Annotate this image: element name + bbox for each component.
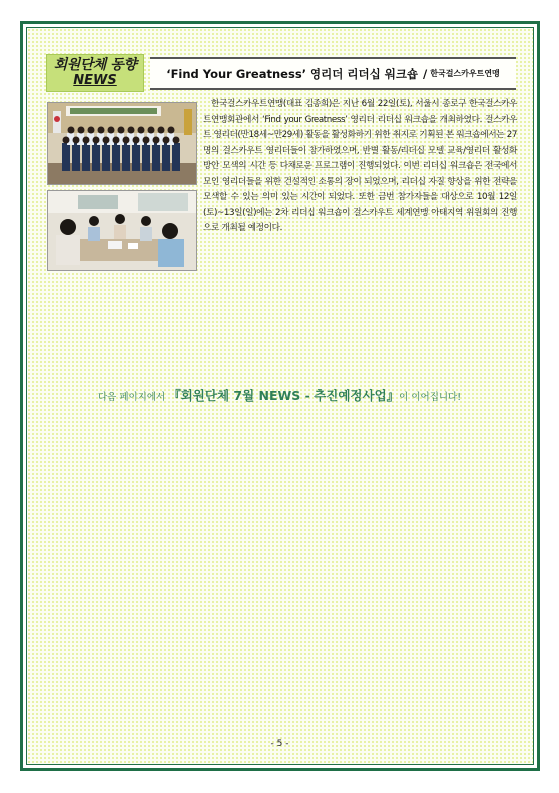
article-organization: 한국걸스카우트연맹 <box>430 69 500 78</box>
continue-notice-suffix: 이 이어집니다! <box>399 392 462 403</box>
article-title: ‘Find Your Greatness’ 영리더 리더십 워크숍 <box>166 66 419 81</box>
continue-notice-prefix: 다음 페이지에서 <box>97 392 169 403</box>
title-separator: / <box>423 66 428 81</box>
group-photo-image <box>48 103 197 185</box>
section-badge-title: 회원단체 동향 <box>53 57 137 73</box>
group-photo <box>47 102 197 185</box>
continue-notice-highlight: 『회원단체 7월 NEWS - 추진예정사업』 <box>168 388 400 403</box>
page-number: - 5 - <box>270 739 289 749</box>
workshop-photo-image <box>48 191 197 271</box>
section-badge <box>46 54 144 92</box>
article-body: 한국걸스카우트연맹(대표 김종희)은 지난 6월 22일(토), 서울시 종로구 한국걸스카우트연맹회관에서 ‘Find your Greatness’ 영리더 리더십 워크숍을 개최하였다. 걸스카우트 영리더(만18세~만29세) 활동을 활성화하기 위한 취지로 기획된 본 워크숍에서는 27명의 걸스카우트 영리더들이 참가하였으며, 반별 활동/리더십 모델 교육/영리더 활성화 방안 모색의 시간 등 다채로운 프로그램이 진행되었다. 이번 리더십 워크숍은 전국에서 모인 영리더들을 위한 건설적인 소통의 장이 되었으며, 리더십 자질 향상을 위한 전략을 모색할 수 있는 의미 있는 시간이 되었다. 또한 금번 참가자들을 대상으로 10월 12일(토)~13일(일)에는 2차 리더십 워크숍이 걸스카우트 세계연맹 아태지역 위원회의 진행으로 개최될 예정이다. <box>203 99 517 233</box>
section-badge-news: NEWS <box>73 73 117 88</box>
workshop-photo <box>47 190 197 271</box>
article-title-box <box>150 57 516 90</box>
continue-notice <box>0 385 559 404</box>
